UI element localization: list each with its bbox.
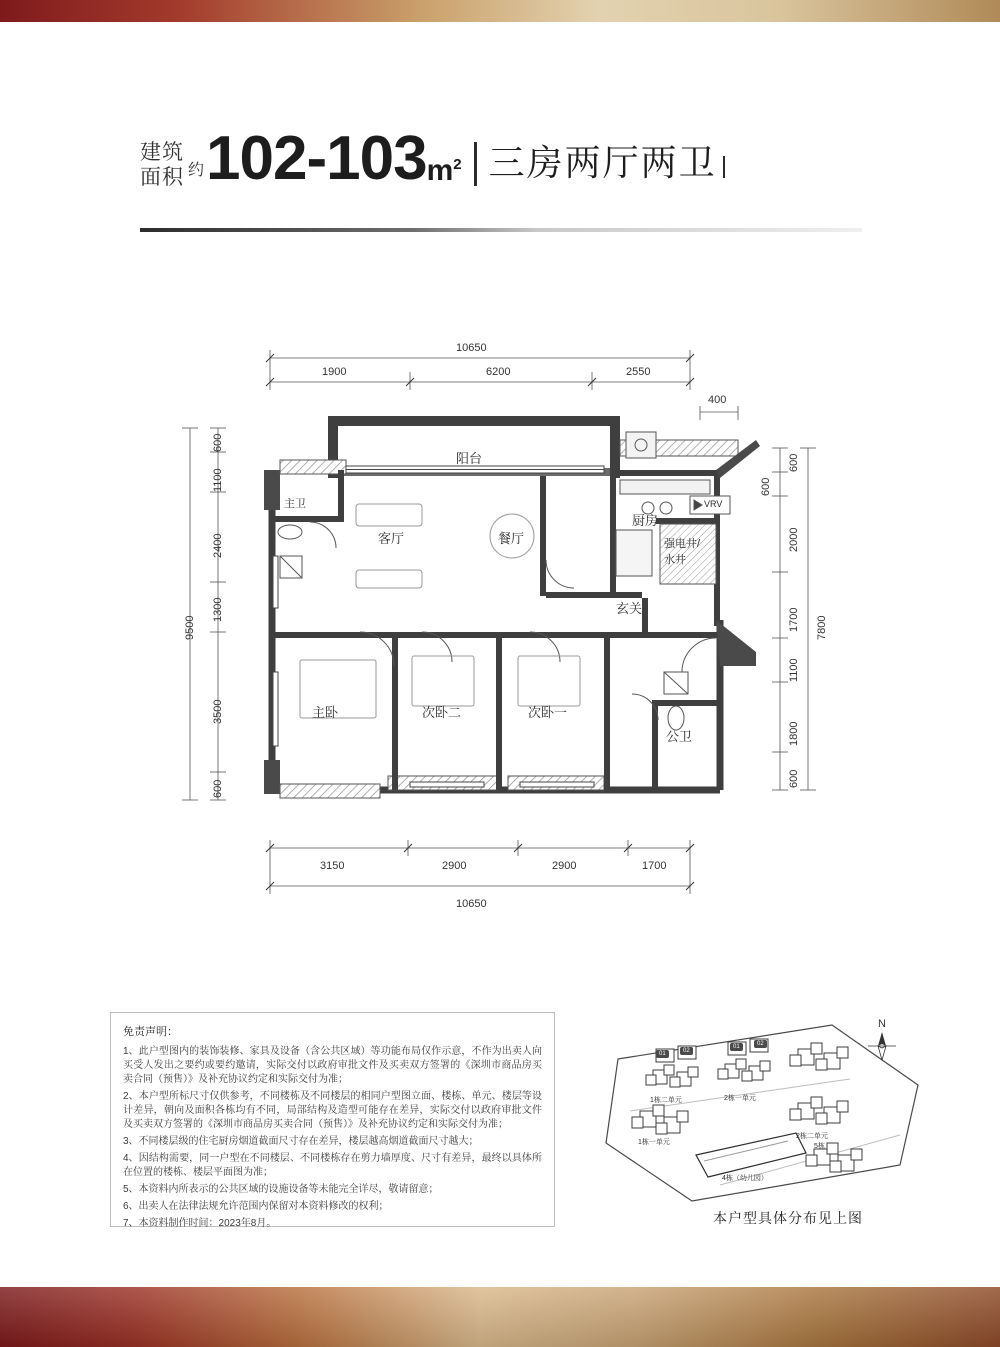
area-unit: $m^2$ xyxy=(426,154,462,187)
room-label-balcony: 阳台 xyxy=(456,451,483,466)
dim-bottom-3: 2900 xyxy=(552,860,577,872)
site-label-b2-u2: 2栋二单元 xyxy=(796,1133,828,1140)
room-label-living-room: 客厅 xyxy=(378,531,405,546)
site-label-b1-u2: 1栋二单元 xyxy=(650,1097,682,1104)
disclaimer-item-2: 2、本户型所标尺寸仅供参考，不同楼栋及不同楼层的相同户型图立面、楼栋、单元、楼层等设计差异，朝向及面积各栋均有不同，局部结构及造型可能存在差异，实际交付以政府审批文件及买卖双方签署的《深圳市商品房买卖合同（预售）》及补充协议约定和实际交付为准； xyxy=(123,1091,542,1130)
dim-right-6: 1800 xyxy=(788,721,800,746)
site-unit-01-b2: 01 xyxy=(730,1043,743,1051)
site-unit-02-b2: 02 xyxy=(754,1040,767,1048)
area-label: 建筑 面积 xyxy=(140,141,184,189)
dim-left-3: 2400 xyxy=(212,533,224,558)
dim-right-5: 1100 xyxy=(788,658,800,682)
disclaimer-item-3: 3、不同楼层级的住宅厨房烟道截面尺寸存在差异，楼层越高烟道截面尺寸越大； xyxy=(123,1136,479,1147)
room-label-water-shaft: 水井 xyxy=(664,554,686,566)
dim-left-total: 9500 xyxy=(184,615,196,640)
room-label-vrv-unit: VRV xyxy=(704,499,723,509)
site-label-b4-kindergarten: 4栋（幼儿园） xyxy=(722,1175,768,1182)
dim-bottom-2: 2900 xyxy=(442,860,467,872)
disclaimer-box xyxy=(110,1012,555,1227)
floor-plan-vector xyxy=(160,320,840,920)
site-unit-02-b1: 02 xyxy=(680,1047,693,1055)
room-label-second-bedroom-1: 次卧一 xyxy=(528,705,568,720)
dim-top-1: 1900 xyxy=(322,366,347,378)
disclaimer-item-4: 4、因结构需要，同一户型在不同楼层、不同楼栋存在剪力墙厚度、尺寸有差异，最终以具体所在位置的楼栋、楼层平面图为准； xyxy=(123,1153,542,1178)
dim-top-3: 2550 xyxy=(626,366,651,378)
bottom-decorative-bar xyxy=(0,1287,1000,1347)
dim-right-3: 2000 xyxy=(788,527,800,552)
dim-top-total: 10650 xyxy=(456,342,487,354)
compass-icon xyxy=(862,1018,902,1066)
site-label-b2-u1: 2栋一单元 xyxy=(724,1095,756,1102)
dim-bottom-total: 10650 xyxy=(456,898,487,910)
dim-left-2: 1100 xyxy=(212,468,224,492)
dim-left-6: 600 xyxy=(212,779,224,798)
area-value: 102-103 xyxy=(206,124,427,193)
dim-kitchen-top: 400 xyxy=(708,394,727,406)
dim-right-1: 600 xyxy=(788,453,800,472)
disclaimer-item-6: 6、出卖人在法律法规允许范围内保留对本资料修改的权利； xyxy=(123,1201,389,1212)
top-decorative-bar xyxy=(0,0,1000,22)
dim-right-4: 1700 xyxy=(788,607,800,632)
dim-bottom-4: 1700 xyxy=(642,860,667,872)
room-label-entry-hall: 玄关 xyxy=(616,601,643,616)
dim-left-4: 1300 xyxy=(212,597,224,622)
room-label-master-bathroom: 主卫 xyxy=(284,498,306,510)
site-label-b5: 5栋 xyxy=(814,1143,825,1150)
dim-bottom-1: 3150 xyxy=(320,860,345,872)
dim-left-5: 3500 xyxy=(212,699,224,724)
disclaimer-item-1: 1、此户型图内的装饰装修、家具及设备（含公共区域）等功能布局仅作示意，不作为出卖人向买受人发出之要约或要约邀请，实际交付以政府审批文件及买卖双方签署的《深圳市商品房买卖合同（预售）》及补充协议约定和实际交付为准； xyxy=(123,1046,542,1085)
title-divider xyxy=(474,142,477,186)
header-rule xyxy=(140,228,862,232)
disclaimer-item-7: 7、本资料制作时间：2023年8月。 xyxy=(123,1218,277,1229)
site-label-b1-u1: 1栋一单元 xyxy=(638,1139,670,1146)
disclaimer-item-5: 5、本资料内所表示的公共区域的设施设备等未能完全详尽，敬请留意； xyxy=(123,1184,439,1195)
site-map-caption: 本户型具体分布见上图 xyxy=(713,1210,863,1226)
dim-right-total: 7800 xyxy=(816,615,828,640)
room-label-master-bedroom: 主卧 xyxy=(312,705,339,720)
room-label-public-bathroom: 公卫 xyxy=(666,729,693,744)
disclaimer-title: 免责声明： xyxy=(123,1026,178,1038)
site-unit-01-b1: 01 xyxy=(656,1050,669,1058)
compass-north-label: N xyxy=(878,1018,886,1030)
dim-right-7: 600 xyxy=(788,769,800,788)
room-label-dining-room: 餐厅 xyxy=(498,531,525,546)
unit-type-label: 三房两厅两卫 xyxy=(488,142,717,183)
room-label-electrical-shaft: 强电井/ xyxy=(664,538,701,550)
title-end-tick xyxy=(723,156,725,178)
room-label-second-bedroom-2: 次卧二 xyxy=(422,705,462,720)
compass-rose xyxy=(865,1030,899,1062)
page-title xyxy=(140,124,860,228)
dim-top-2: 6200 xyxy=(486,366,511,378)
dim-right-2: 600 xyxy=(760,477,772,496)
approx-label: 约 xyxy=(188,162,205,179)
room-label-kitchen: 厨房 xyxy=(632,513,659,528)
floor-plan xyxy=(160,320,840,920)
dim-left-1: 600 xyxy=(212,433,224,452)
